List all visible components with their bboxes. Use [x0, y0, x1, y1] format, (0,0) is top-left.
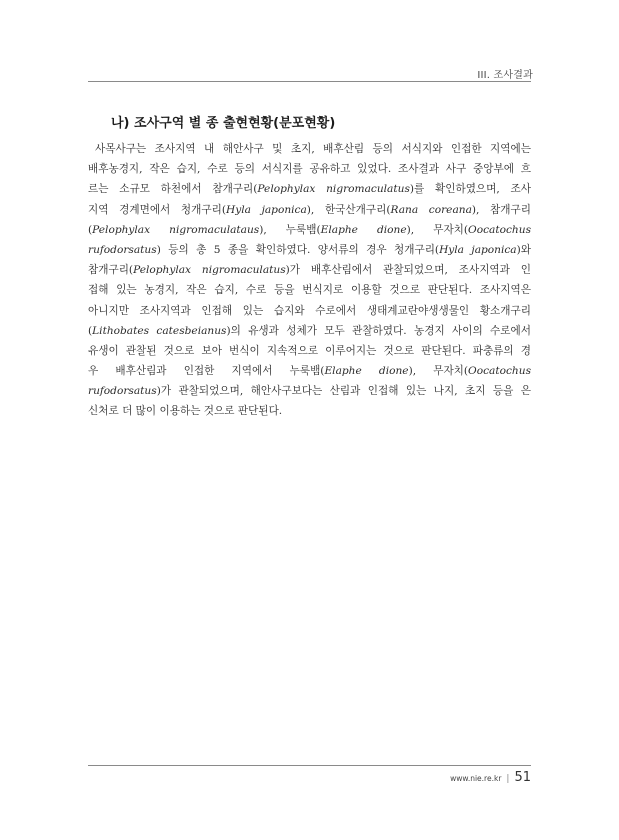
footer-separator: |: [506, 774, 510, 784]
header-divider: [88, 81, 531, 82]
text-run: ), 한국산개구리(: [306, 203, 391, 216]
page-number: 51: [514, 770, 531, 785]
species-name: Lithobates catesbeianus: [92, 324, 227, 337]
paragraph-line: [88, 159, 531, 179]
text-run: )를 확인하였으며, 조사: [409, 183, 531, 196]
running-header-section-label: III. 조사결과: [477, 70, 533, 81]
text-run: )가 배후산림에서 관찰되었으며, 조사지역과 인: [285, 264, 531, 277]
text-run: 접해 있는 농경지, 작은 습지, 수로 등을 번식지로 이용할 것으로 판단된다. 조사지역은: [88, 284, 531, 297]
paragraph-line: [88, 301, 531, 321]
paragraph-line: [88, 280, 531, 300]
paragraph-line: [88, 341, 531, 361]
text-run: ) 등의 총 5 종을 확인하였다. 양서류의 경우 청개구리(: [156, 243, 440, 256]
text-run: 신처로 더 많이 이용하는 것으로 판단된다.: [88, 405, 283, 418]
text-run: 사목사구는 조사지역 내 해안사구 및 초지, 배후산림 등의 서식지와 인접한 지역에는: [95, 143, 531, 155]
text-run: )와: [516, 243, 532, 256]
page-footer: [450, 770, 531, 785]
paragraph-line: [88, 200, 531, 220]
text-run: 르는 소규모 하천에서 참개구리(: [88, 183, 258, 196]
species-name: Oocatochus: [468, 223, 532, 236]
species-name: Pelophylax nigromaculataus: [92, 223, 260, 236]
text-run: ), 참개구리: [471, 203, 531, 216]
text-run: ), 무자치(: [406, 223, 469, 236]
text-run: 우 배후산림과 인접한 지역에서 누룩뱀(: [88, 365, 325, 378]
body-paragraph: [88, 139, 531, 422]
species-name: Rana coreana: [390, 203, 472, 216]
paragraph-line: [88, 321, 531, 341]
paragraph-line: [88, 139, 531, 159]
paragraph-line: [88, 361, 531, 381]
footer-divider: [88, 765, 531, 766]
species-name: Pelophylax nigromaculatus: [133, 264, 286, 277]
paragraph-line: [88, 260, 531, 280]
text-run: 아니지만 조사지역과 인접해 있는 습지와 수로에서 생태계교란야생생물인 황소개구리: [88, 304, 531, 317]
paragraph-line: [88, 381, 531, 401]
text-run: 유생이 관찰된 것으로 보아 번식이 지속적으로 이루어지는 것으로 판단된다. 파충류의 경: [88, 344, 531, 357]
text-run: )의 유생과 성체가 모두 관찰하였다. 농경지 사이의 수로에서: [226, 324, 531, 337]
footer-url: www.nie.re.kr: [450, 774, 502, 783]
species-name: rufodorsatus: [88, 243, 157, 256]
species-name: Oocatochus: [468, 365, 532, 378]
text-run: ), 누룩뱀(: [259, 223, 321, 236]
paragraph-line: [88, 179, 531, 199]
species-name: Elaphe dione: [324, 365, 409, 378]
species-name: Elaphe dione: [320, 223, 407, 236]
text-run: (: [88, 324, 93, 337]
species-name: Hyla japonica: [439, 243, 517, 256]
text-run: ), 무자치(: [408, 365, 469, 378]
section-heading: 나) 조사구역 별 종 출현현황(분포현황): [111, 116, 336, 131]
paragraph-line: [88, 401, 531, 421]
text-run: (: [88, 223, 93, 236]
text-run: 배후농경지, 작은 습지, 수로 등의 서식지를 공유하고 있었다. 조사결과 사구 중앙부에 흐: [88, 163, 531, 176]
text-run: 지역 경계면에서 청개구리(: [88, 203, 226, 216]
text-run: 참개구리(: [88, 264, 134, 277]
species-name: Hyla japonica: [226, 203, 307, 216]
paragraph-line: [88, 220, 531, 240]
text-run: )가 관찰되었으며, 해안사구보다는 산림과 인접해 있는 나지, 초지 등을 은: [156, 385, 531, 398]
paragraph-line: [88, 240, 531, 260]
species-name: Pelophylax nigromaculatus: [257, 183, 410, 196]
species-name: rufodorsatus: [88, 385, 157, 398]
